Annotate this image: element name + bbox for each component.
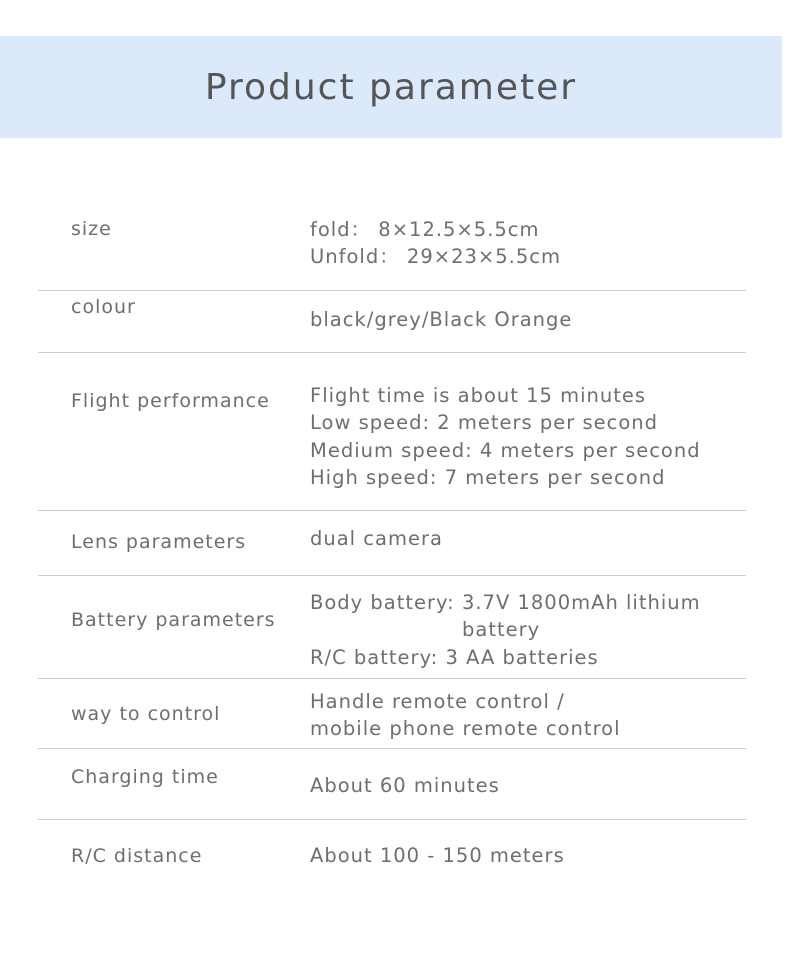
param-label: Battery parameters [71, 609, 276, 631]
param-row-flight-performance [38, 353, 746, 511]
param-value-line: mobile phone remote control [310, 717, 621, 741]
param-row-battery-parameters [38, 576, 746, 679]
parameter-table [38, 200, 746, 890]
param-value-line: Low speed: 2 meters per second [310, 411, 659, 435]
param-label: size [71, 218, 112, 240]
param-value-line: Flight time is about 15 minutes [310, 384, 647, 407]
param-value-line: dual camera [310, 527, 443, 550]
param-value [310, 306, 572, 333]
param-value-line: R/C battery: 3 AA batteries [310, 645, 599, 669]
param-value [310, 589, 701, 671]
param-row-colour [38, 291, 746, 353]
param-row-size [38, 200, 746, 291]
param-row-lens-parameters [38, 511, 746, 576]
param-value [310, 382, 701, 491]
param-value [310, 772, 500, 799]
param-value-line: High speed: 7 meters per second [310, 465, 666, 489]
param-value [310, 216, 561, 271]
param-value-line: Body battery: 3.7V 1800mAh lithium [310, 591, 701, 614]
param-value [310, 842, 565, 869]
param-row-rc-distance [38, 820, 746, 890]
param-row-way-to-control [38, 679, 746, 749]
param-value-line: fold： 8×12.5×5.5cm [310, 218, 540, 241]
param-label: Charging time [71, 766, 219, 788]
param-value-line: battery [462, 618, 541, 642]
param-row-charging-time [38, 749, 746, 820]
param-label: R/C distance [71, 845, 203, 867]
param-value-line: About 100 - 150 meters [310, 844, 565, 867]
param-label: way to control [71, 703, 221, 725]
param-value-line: Medium speed: 4 meters per second [310, 438, 701, 462]
param-value [310, 688, 621, 743]
param-label: colour [71, 296, 136, 318]
page-title: Product parameter [204, 66, 578, 108]
param-value-line: black/grey/Black Orange [310, 308, 573, 331]
header-banner [0, 36, 782, 138]
param-label: Flight performance [71, 390, 270, 412]
param-value-line: About 60 minutes [310, 774, 500, 797]
param-label: Lens parameters [71, 531, 247, 553]
param-value [310, 525, 443, 552]
param-value-line: Handle remote control / [310, 690, 565, 713]
param-value-line: Unfold： 29×23×5.5cm [310, 245, 561, 269]
